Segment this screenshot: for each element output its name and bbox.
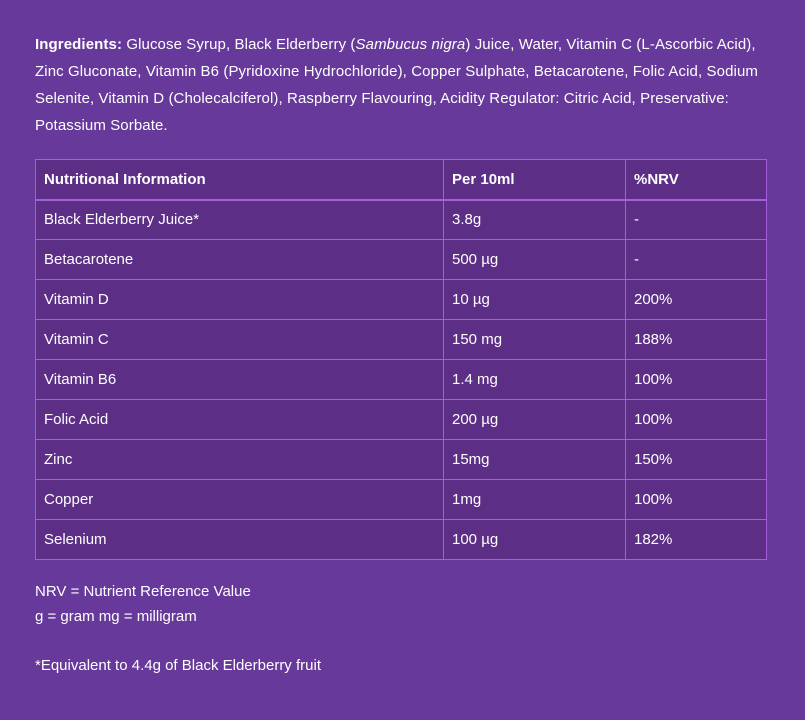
ingredients-label: Ingredients: <box>35 36 123 53</box>
nutrition-table <box>35 159 767 560</box>
amount-cell: 1mg <box>444 480 626 520</box>
header-per-10ml: Per 10ml <box>444 160 626 200</box>
nutrient-cell: Copper <box>36 480 444 520</box>
amount-cell: 3.8g <box>444 200 626 240</box>
footnotes <box>35 579 770 629</box>
ingredients-text-after-latin: ) Juice, Water, Vitamin C (L-Ascorbic Acid), Zinc Gluconate, Vitamin B6 (Pyridoxine Hydrochloride), Copper Sulphate, Betacarotene, Folic Acid, Sodium Selenite, Vitamin D (Cholecalciferol), Raspberry Flavouring, Acidity Regulator: Citric Acid, Preservative: Potassium Sorbate. <box>35 36 758 134</box>
nrv-cell: - <box>626 200 767 240</box>
ingredients-paragraph <box>35 31 770 139</box>
amount-cell: 10 µg <box>444 280 626 320</box>
table-row <box>36 280 767 320</box>
nrv-cell: 150% <box>626 440 767 480</box>
nutrient-cell: Vitamin C <box>36 320 444 360</box>
nutrient-cell: Zinc <box>36 440 444 480</box>
table-row <box>36 360 767 400</box>
nrv-cell: 200% <box>626 280 767 320</box>
header-nrv: %NRV <box>626 160 767 200</box>
amount-cell: 200 µg <box>444 400 626 440</box>
amount-cell: 1.4 mg <box>444 360 626 400</box>
nutrient-cell: Selenium <box>36 520 444 560</box>
amount-cell: 100 µg <box>444 520 626 560</box>
amount-cell: 150 mg <box>444 320 626 360</box>
table-row <box>36 240 767 280</box>
nrv-cell: 100% <box>626 400 767 440</box>
amount-cell: 15mg <box>444 440 626 480</box>
amount-cell: 500 µg <box>444 240 626 280</box>
table-row <box>36 440 767 480</box>
nrv-cell: - <box>626 240 767 280</box>
footnote-equivalent: *Equivalent to 4.4g of Black Elderberry fruit <box>35 657 321 674</box>
nrv-cell: 182% <box>626 520 767 560</box>
nutrient-cell: Black Elderberry Juice* <box>36 200 444 240</box>
ingredients-text-before-latin: Glucose Syrup, Black Elderberry ( <box>122 36 356 53</box>
nutrient-cell: Betacarotene <box>36 240 444 280</box>
nutrient-cell: Folic Acid <box>36 400 444 440</box>
table-row <box>36 320 767 360</box>
table-row <box>36 480 767 520</box>
nutrient-cell: Vitamin D <box>36 280 444 320</box>
table-row <box>36 520 767 560</box>
nutrient-cell: Vitamin B6 <box>36 360 444 400</box>
table-row <box>36 400 767 440</box>
nrv-cell: 100% <box>626 360 767 400</box>
nrv-cell: 100% <box>626 480 767 520</box>
table-row <box>36 200 767 240</box>
footnote-nrv-definition: NRV = Nutrient Reference Value <box>35 583 251 600</box>
table-header-row <box>36 160 767 200</box>
footnote-unit-definitions: g = gram mg = milligram <box>35 608 197 625</box>
header-nutritional-information: Nutritional Information <box>36 160 444 200</box>
ingredients-latin-name: Sambucus nigra <box>355 36 466 53</box>
nrv-cell: 188% <box>626 320 767 360</box>
